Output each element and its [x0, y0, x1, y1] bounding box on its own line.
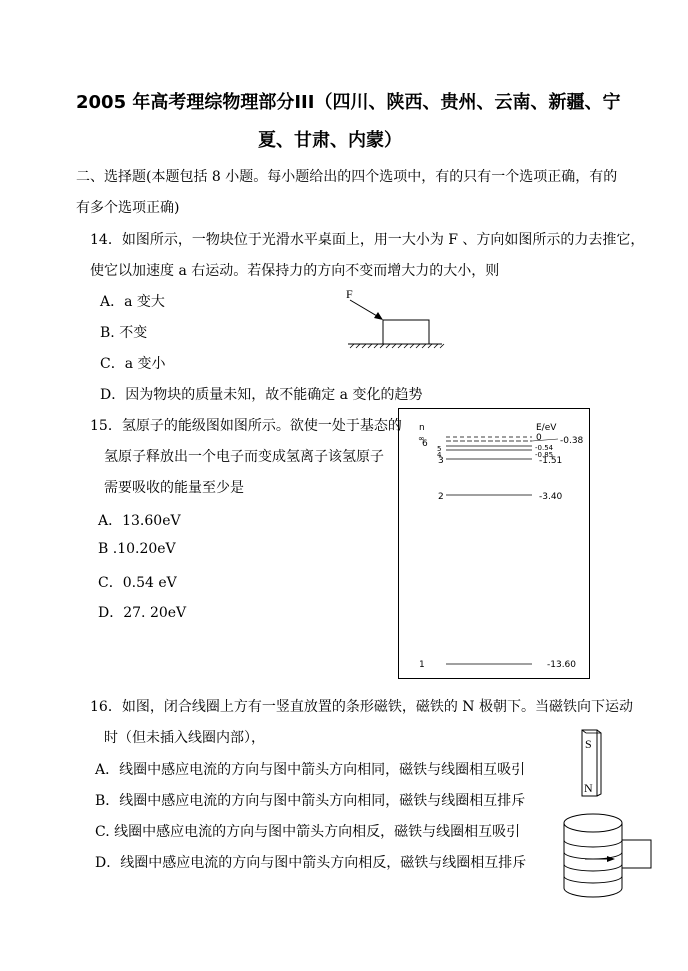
q16-stem-line2: 时（但未插入线圈内部），	[104, 730, 265, 746]
n-header: n	[419, 423, 425, 433]
q16-option-a: A．线圈中感应电流的方向与图中箭头方向相同，磁铁与线圈相互吸引	[95, 762, 526, 778]
force-arrow-head	[374, 312, 383, 320]
energy-n2: -3.40	[539, 492, 563, 502]
title-line2: 夏、甘肃、内蒙）	[258, 130, 402, 151]
force-label: F	[346, 287, 353, 301]
energy-n6: -0.38	[560, 436, 584, 446]
q15-option-c: C．0.54 eV	[98, 575, 177, 591]
label-n2: 2	[438, 492, 444, 502]
q15-stem-line1: 15．氢原子的能级图如图所示。欲使一处于基态的	[90, 418, 402, 434]
q16-option-d: D．线圈中感应电流的方向与图中箭头方向相反，磁铁与线圈相互排斥	[95, 855, 527, 871]
energy-0: 0	[536, 433, 542, 443]
q16-option-c: C. 线圈中感应电流的方向与图中箭头方向相反，磁铁与线圈相互吸引	[95, 824, 521, 840]
label-n1: 1	[419, 660, 425, 670]
diagram-frame	[399, 409, 590, 679]
q14-option-d: D．因为物块的质量未知，故不能确定 a 变化的趋势	[100, 387, 423, 403]
q16-option-b: B．线圈中感应电流的方向与图中箭头方向相同，磁铁与线圈相互排斥	[95, 793, 526, 809]
label-n-infinity: ∞	[418, 434, 425, 443]
magnet-n-pole: N	[584, 781, 593, 795]
label-n3: 3	[438, 456, 444, 466]
q14-option-c: C．a 变小	[100, 356, 166, 372]
energy-n5: -0.54	[535, 444, 554, 452]
q15-stem-line3: 需要吸收的能量至少是	[104, 480, 244, 496]
energy-n4: -0.85	[535, 451, 554, 459]
label-n6: 6	[422, 439, 428, 449]
q16-magnet-coil-figure	[555, 728, 655, 903]
coil-lead-wire	[622, 840, 651, 868]
energy-header: E/eV	[536, 423, 557, 433]
section-line2: 有多个选项正确)	[76, 200, 180, 216]
q15-option-d: D．27. 20eV	[98, 605, 187, 621]
energy-level-diagram	[398, 408, 590, 679]
label-n4: 4	[437, 451, 442, 459]
title-line1: 2005 年高考理综物理部分III（四川、陕西、贵州、云南、新疆、宁	[76, 92, 621, 113]
magnet-side	[597, 730, 601, 796]
energy-n3: -1.51	[539, 456, 563, 466]
magnet-s-pole: S	[585, 737, 592, 751]
q14-option-a: A．a 变大	[100, 294, 165, 310]
block	[383, 320, 429, 344]
coil	[564, 814, 622, 897]
q14-force-figure	[340, 286, 450, 356]
q14-option-b: B. 不变	[100, 325, 148, 341]
q16-stem-line1: 16．如图，闭合线圈上方有一竖直放置的条形磁铁，磁铁的 N 极朝下。当磁铁向下运动	[90, 699, 633, 715]
label-n5: 5	[437, 445, 442, 453]
surface-hatching	[350, 344, 444, 348]
q14-stem-line1: 14．如图所示，一物块位于光滑水平桌面上，用一大小为 F 、方向如图所示的力去推它，	[90, 232, 645, 248]
energy-n1: -13.60	[547, 660, 577, 670]
q14-stem-line2: 使它以加速度 a 右运动。若保持力的方向不变而增大力的大小，则	[90, 263, 500, 279]
q15-stem-line2: 氢原子释放出一个电子而变成氢离子该氢原子	[104, 449, 384, 465]
q15-option-a: A．13.60eV	[98, 513, 181, 529]
section-line1: 二、选择题(本题包括 8 小题。每小题给出的四个选项中，有的只有一个选项正确，有的	[76, 169, 618, 185]
q15-option-b: B .10.20eV	[98, 541, 176, 557]
